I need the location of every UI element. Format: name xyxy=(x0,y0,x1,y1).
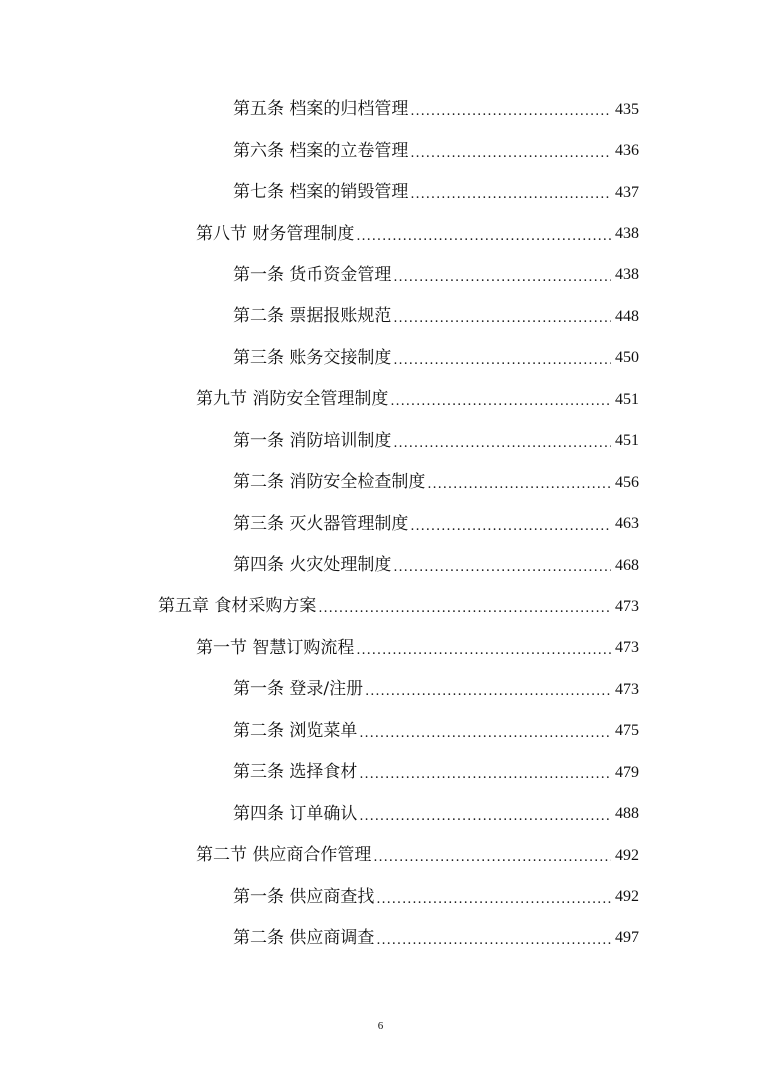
toc-entry[interactable] xyxy=(0,296,761,337)
toc-entry-title: 第二条 浏览菜单 xyxy=(233,720,358,741)
toc-page-number: 497 xyxy=(615,929,639,947)
toc-entry[interactable] xyxy=(0,876,761,917)
toc-page-number: 479 xyxy=(615,763,639,781)
toc-page-number: 438 xyxy=(615,266,639,284)
toc-entry[interactable] xyxy=(0,669,761,710)
toc-entry[interactable] xyxy=(0,130,761,171)
toc-entry-title: 第一条 登录/注册 xyxy=(233,679,364,700)
toc-entry[interactable] xyxy=(0,503,761,544)
toc-entry-title: 第四条 订单确认 xyxy=(233,803,358,824)
toc-entry[interactable] xyxy=(0,255,761,296)
toc-entry-title: 第一条 货币资金管理 xyxy=(233,264,392,285)
page-footer-number: 6 xyxy=(377,1020,384,1032)
toc-entry[interactable] xyxy=(0,586,761,627)
toc-page-number: 475 xyxy=(615,722,639,740)
toc-dot-leader xyxy=(393,433,611,450)
toc-entry[interactable] xyxy=(0,711,761,752)
toc-dot-leader xyxy=(359,764,611,781)
toc-dot-leader xyxy=(390,391,611,408)
toc-entry-title: 第九节 消防安全管理制度 xyxy=(196,389,389,410)
toc-dot-leader xyxy=(376,930,611,947)
toc-page-number: 437 xyxy=(615,183,639,201)
toc-entry[interactable] xyxy=(0,628,761,669)
toc-dot-leader xyxy=(410,143,611,160)
toc-entry-title: 第一条 消防培训制度 xyxy=(233,430,392,451)
toc-dot-leader xyxy=(427,474,611,491)
toc-entry[interactable] xyxy=(0,918,761,959)
toc-entry-title: 第八节 财务管理制度 xyxy=(196,223,355,244)
toc-entry[interactable] xyxy=(0,338,761,379)
toc-page-number: 463 xyxy=(615,515,639,533)
toc-entry[interactable] xyxy=(0,172,761,213)
toc-entry[interactable] xyxy=(0,835,761,876)
toc-dot-leader xyxy=(393,350,611,367)
toc-page-number: 473 xyxy=(615,597,639,615)
toc-dot-leader xyxy=(376,889,611,906)
toc-entry-title: 第二条 消防安全检查制度 xyxy=(233,472,426,493)
toc-page-number: 492 xyxy=(615,888,639,906)
toc-entry[interactable] xyxy=(0,379,761,420)
toc-entry[interactable] xyxy=(0,462,761,503)
toc-page-number: 438 xyxy=(615,225,639,243)
toc-dot-leader xyxy=(318,598,611,615)
toc-entry-title: 第二节 供应商合作管理 xyxy=(196,845,372,866)
toc-dot-leader xyxy=(359,723,611,740)
toc-page-number: 448 xyxy=(615,307,639,325)
toc-dot-leader xyxy=(373,847,611,864)
toc-page-number: 468 xyxy=(615,556,639,574)
toc-entry-title: 第三条 选择食材 xyxy=(233,762,358,783)
toc-page-number: 488 xyxy=(615,805,639,823)
toc-dot-leader xyxy=(410,184,611,201)
toc-entry-title: 第一条 供应商查找 xyxy=(233,886,375,907)
toc-dot-leader xyxy=(393,308,611,325)
toc-dot-leader xyxy=(410,516,611,533)
toc-page-number: 473 xyxy=(615,639,639,657)
toc-entry-title: 第三条 灭火器管理制度 xyxy=(233,513,409,534)
toc-entry-title: 第二条 票据报账规范 xyxy=(233,306,392,327)
toc-entry-title: 第二条 供应商调查 xyxy=(233,927,375,948)
toc-page-number: 451 xyxy=(615,432,639,450)
toc-entry-title: 第一节 智慧订购流程 xyxy=(196,637,355,658)
toc-page-number: 492 xyxy=(615,846,639,864)
toc-entry-title: 第五章 食材采购方案 xyxy=(158,596,317,617)
toc-page-number: 473 xyxy=(615,680,639,698)
toc-dot-leader xyxy=(410,101,611,118)
toc-entry-title: 第五条 档案的归档管理 xyxy=(233,99,409,120)
toc-entry[interactable] xyxy=(0,213,761,254)
toc-entry[interactable] xyxy=(0,752,761,793)
toc-entry[interactable] xyxy=(0,89,761,130)
toc-dot-leader xyxy=(359,806,611,823)
toc-dot-leader xyxy=(356,226,611,243)
toc-entry[interactable] xyxy=(0,421,761,462)
toc-entry-title: 第六条 档案的立卷管理 xyxy=(233,140,409,161)
toc-dot-leader xyxy=(393,557,611,574)
toc-page-number: 451 xyxy=(615,390,639,408)
toc-page-number: 450 xyxy=(615,349,639,367)
toc-dot-leader xyxy=(365,681,611,698)
table-of-contents xyxy=(0,89,761,959)
toc-entry[interactable] xyxy=(0,545,761,586)
toc-page-number: 456 xyxy=(615,473,639,491)
toc-entry[interactable] xyxy=(0,793,761,834)
toc-dot-leader xyxy=(393,267,611,284)
toc-entry-title: 第七条 档案的销毁管理 xyxy=(233,182,409,203)
toc-entry-title: 第三条 账务交接制度 xyxy=(233,347,392,368)
toc-page-number: 436 xyxy=(615,142,639,160)
toc-dot-leader xyxy=(356,640,611,657)
toc-entry-title: 第四条 火灾处理制度 xyxy=(233,555,392,576)
toc-page-number: 435 xyxy=(615,100,639,118)
